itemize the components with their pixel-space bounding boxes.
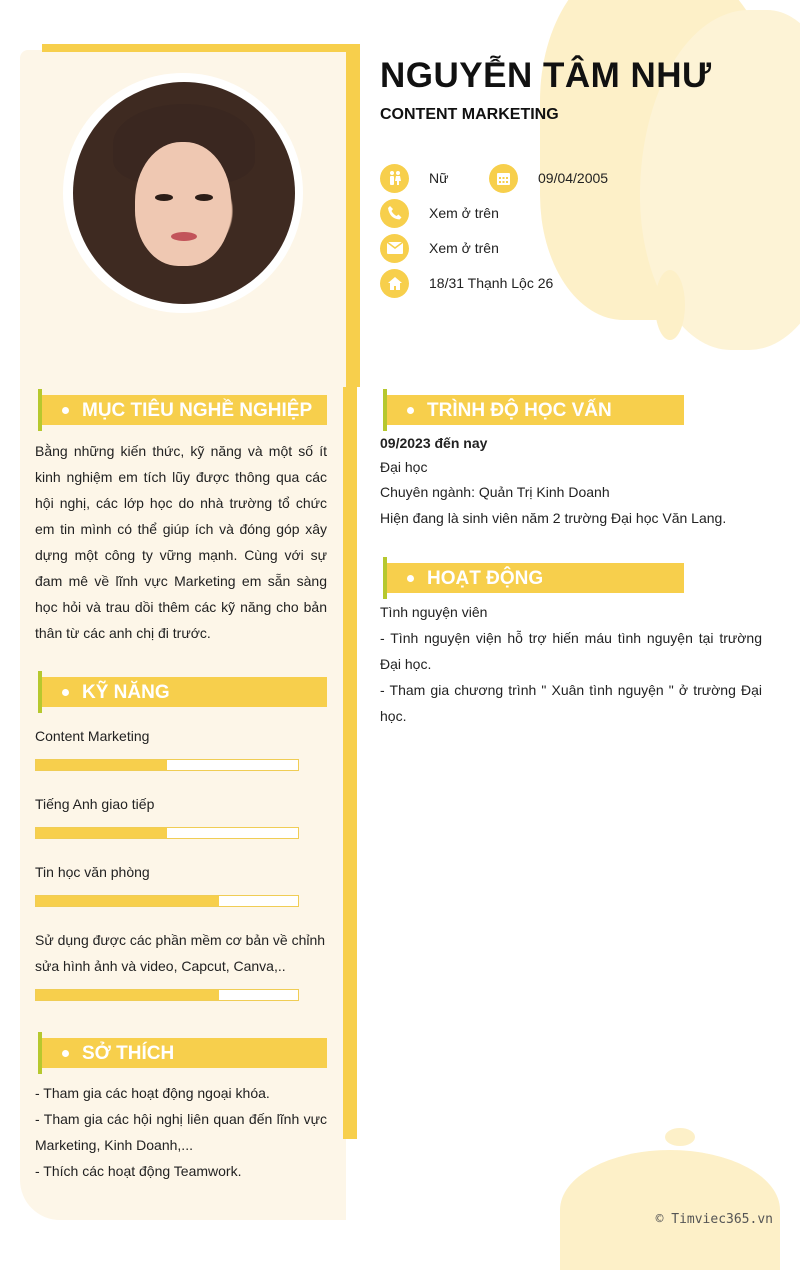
skill-name: Tin học văn phòng xyxy=(35,864,150,880)
gender-icon xyxy=(380,164,409,193)
education-detail: Hiện đang là sinh viên năm 2 trường Đại học Văn Lang. xyxy=(380,510,727,526)
career-objective-text: Bằng những kiến thức, kỹ năng và một số ít kinh nghiệm em tích lũy được thông qua các hội nghị, các lớp học do nhà trường tổ chức em tin mình có thể giúp ích và đóng góp xây dựng một công ty vững mạnh. Cùng với sự đam mê về lĩnh vực Marketing em sẵn sàng học hỏi và trau dồi thêm các kỹ năng cho bản thân từ các anh chị đi trước. xyxy=(35,443,327,641)
skill-name: Sử dụng được các phần mềm cơ bản về chỉnh sửa hình ảnh và video, Capcut, Canva,.. xyxy=(35,932,326,974)
section-marker xyxy=(383,557,387,599)
skill-level-fill xyxy=(36,896,219,906)
background-blob xyxy=(560,1150,780,1270)
list-item: - Thích các hoạt động Teamwork. xyxy=(35,1163,242,1179)
skill-name: Tiếng Anh giao tiếp xyxy=(35,796,155,812)
address-row xyxy=(380,268,553,298)
phone-row xyxy=(380,198,499,228)
activities-header xyxy=(387,563,684,593)
email-icon xyxy=(380,234,409,263)
skill-level-bar xyxy=(35,989,299,1001)
avatar xyxy=(73,82,295,304)
skill-level-fill xyxy=(36,760,167,770)
section-title: SỞ THÍCH xyxy=(82,1043,175,1064)
skill-name: Content Marketing xyxy=(35,728,150,744)
skills-header xyxy=(42,677,327,707)
section-marker xyxy=(383,389,387,431)
skill-level-bar xyxy=(35,895,299,907)
bullet-icon xyxy=(62,407,69,414)
left-column-accent xyxy=(346,52,360,387)
list-item: - Tham gia chương trình " Xuân tình nguyện " ở trường Đại học. xyxy=(380,682,762,724)
gender-row xyxy=(380,163,448,193)
left-column-accent xyxy=(343,387,357,1139)
phone-value: Xem ở trên xyxy=(429,205,499,221)
skill-level-bar xyxy=(35,759,299,771)
background-blob xyxy=(665,1128,695,1146)
birthday-value: 09/04/2005 xyxy=(538,170,609,186)
background-blob xyxy=(655,270,685,340)
career-objective-header xyxy=(42,395,327,425)
email-row xyxy=(380,233,499,263)
list-item: - Tình nguyện viện hỗ trợ hiến máu tình nguyện tại trường Đại học. xyxy=(380,630,762,672)
email-value: Xem ở trên xyxy=(429,240,499,256)
home-icon xyxy=(380,269,409,298)
section-title: TRÌNH ĐỘ HỌC VẤN xyxy=(427,400,612,421)
education-level: Đại học xyxy=(380,459,428,475)
birthday-row xyxy=(489,163,608,193)
section-title: MỤC TIÊU NGHỀ NGHIỆP xyxy=(82,400,313,421)
hobbies-list xyxy=(35,1080,327,1184)
activity-role: Tình nguyện viên xyxy=(380,604,488,620)
phone-icon xyxy=(380,199,409,228)
bullet-icon xyxy=(62,689,69,696)
bullet-icon xyxy=(407,575,414,582)
list-item: - Tham gia các hội nghị liên quan đến lĩnh vực Marketing, Kinh Doanh,... xyxy=(35,1111,327,1153)
gender-value: Nữ xyxy=(429,170,449,186)
address-value: 18/31 Thạnh Lộc 26 xyxy=(429,275,554,291)
education-major: Chuyên ngành: Quản Trị Kinh Doanh xyxy=(380,484,610,500)
bullet-icon xyxy=(407,407,414,414)
bullet-icon xyxy=(62,1050,69,1057)
left-column-accent xyxy=(42,44,360,52)
skill-level-fill xyxy=(36,990,219,1000)
skill-level-fill xyxy=(36,828,167,838)
candidate-name: NGUYỄN TÂM NHƯ xyxy=(380,56,712,95)
section-title: KỸ NĂNG xyxy=(82,682,170,703)
list-item: - Tham gia các hoạt động ngoại khóa. xyxy=(35,1085,270,1101)
section-marker xyxy=(38,389,42,431)
job-title: CONTENT MARKETING xyxy=(380,106,559,123)
section-marker xyxy=(38,1032,42,1074)
calendar-icon xyxy=(489,164,518,193)
education-period: 09/2023 đến nay xyxy=(380,435,488,451)
watermark: © Timviec365.vn xyxy=(655,1212,773,1227)
skill-level-bar xyxy=(35,827,299,839)
activities-list xyxy=(380,625,762,729)
section-marker xyxy=(38,671,42,713)
education-header xyxy=(387,395,684,425)
section-title: HOẠT ĐỘNG xyxy=(427,568,544,589)
hobbies-header xyxy=(42,1038,327,1068)
